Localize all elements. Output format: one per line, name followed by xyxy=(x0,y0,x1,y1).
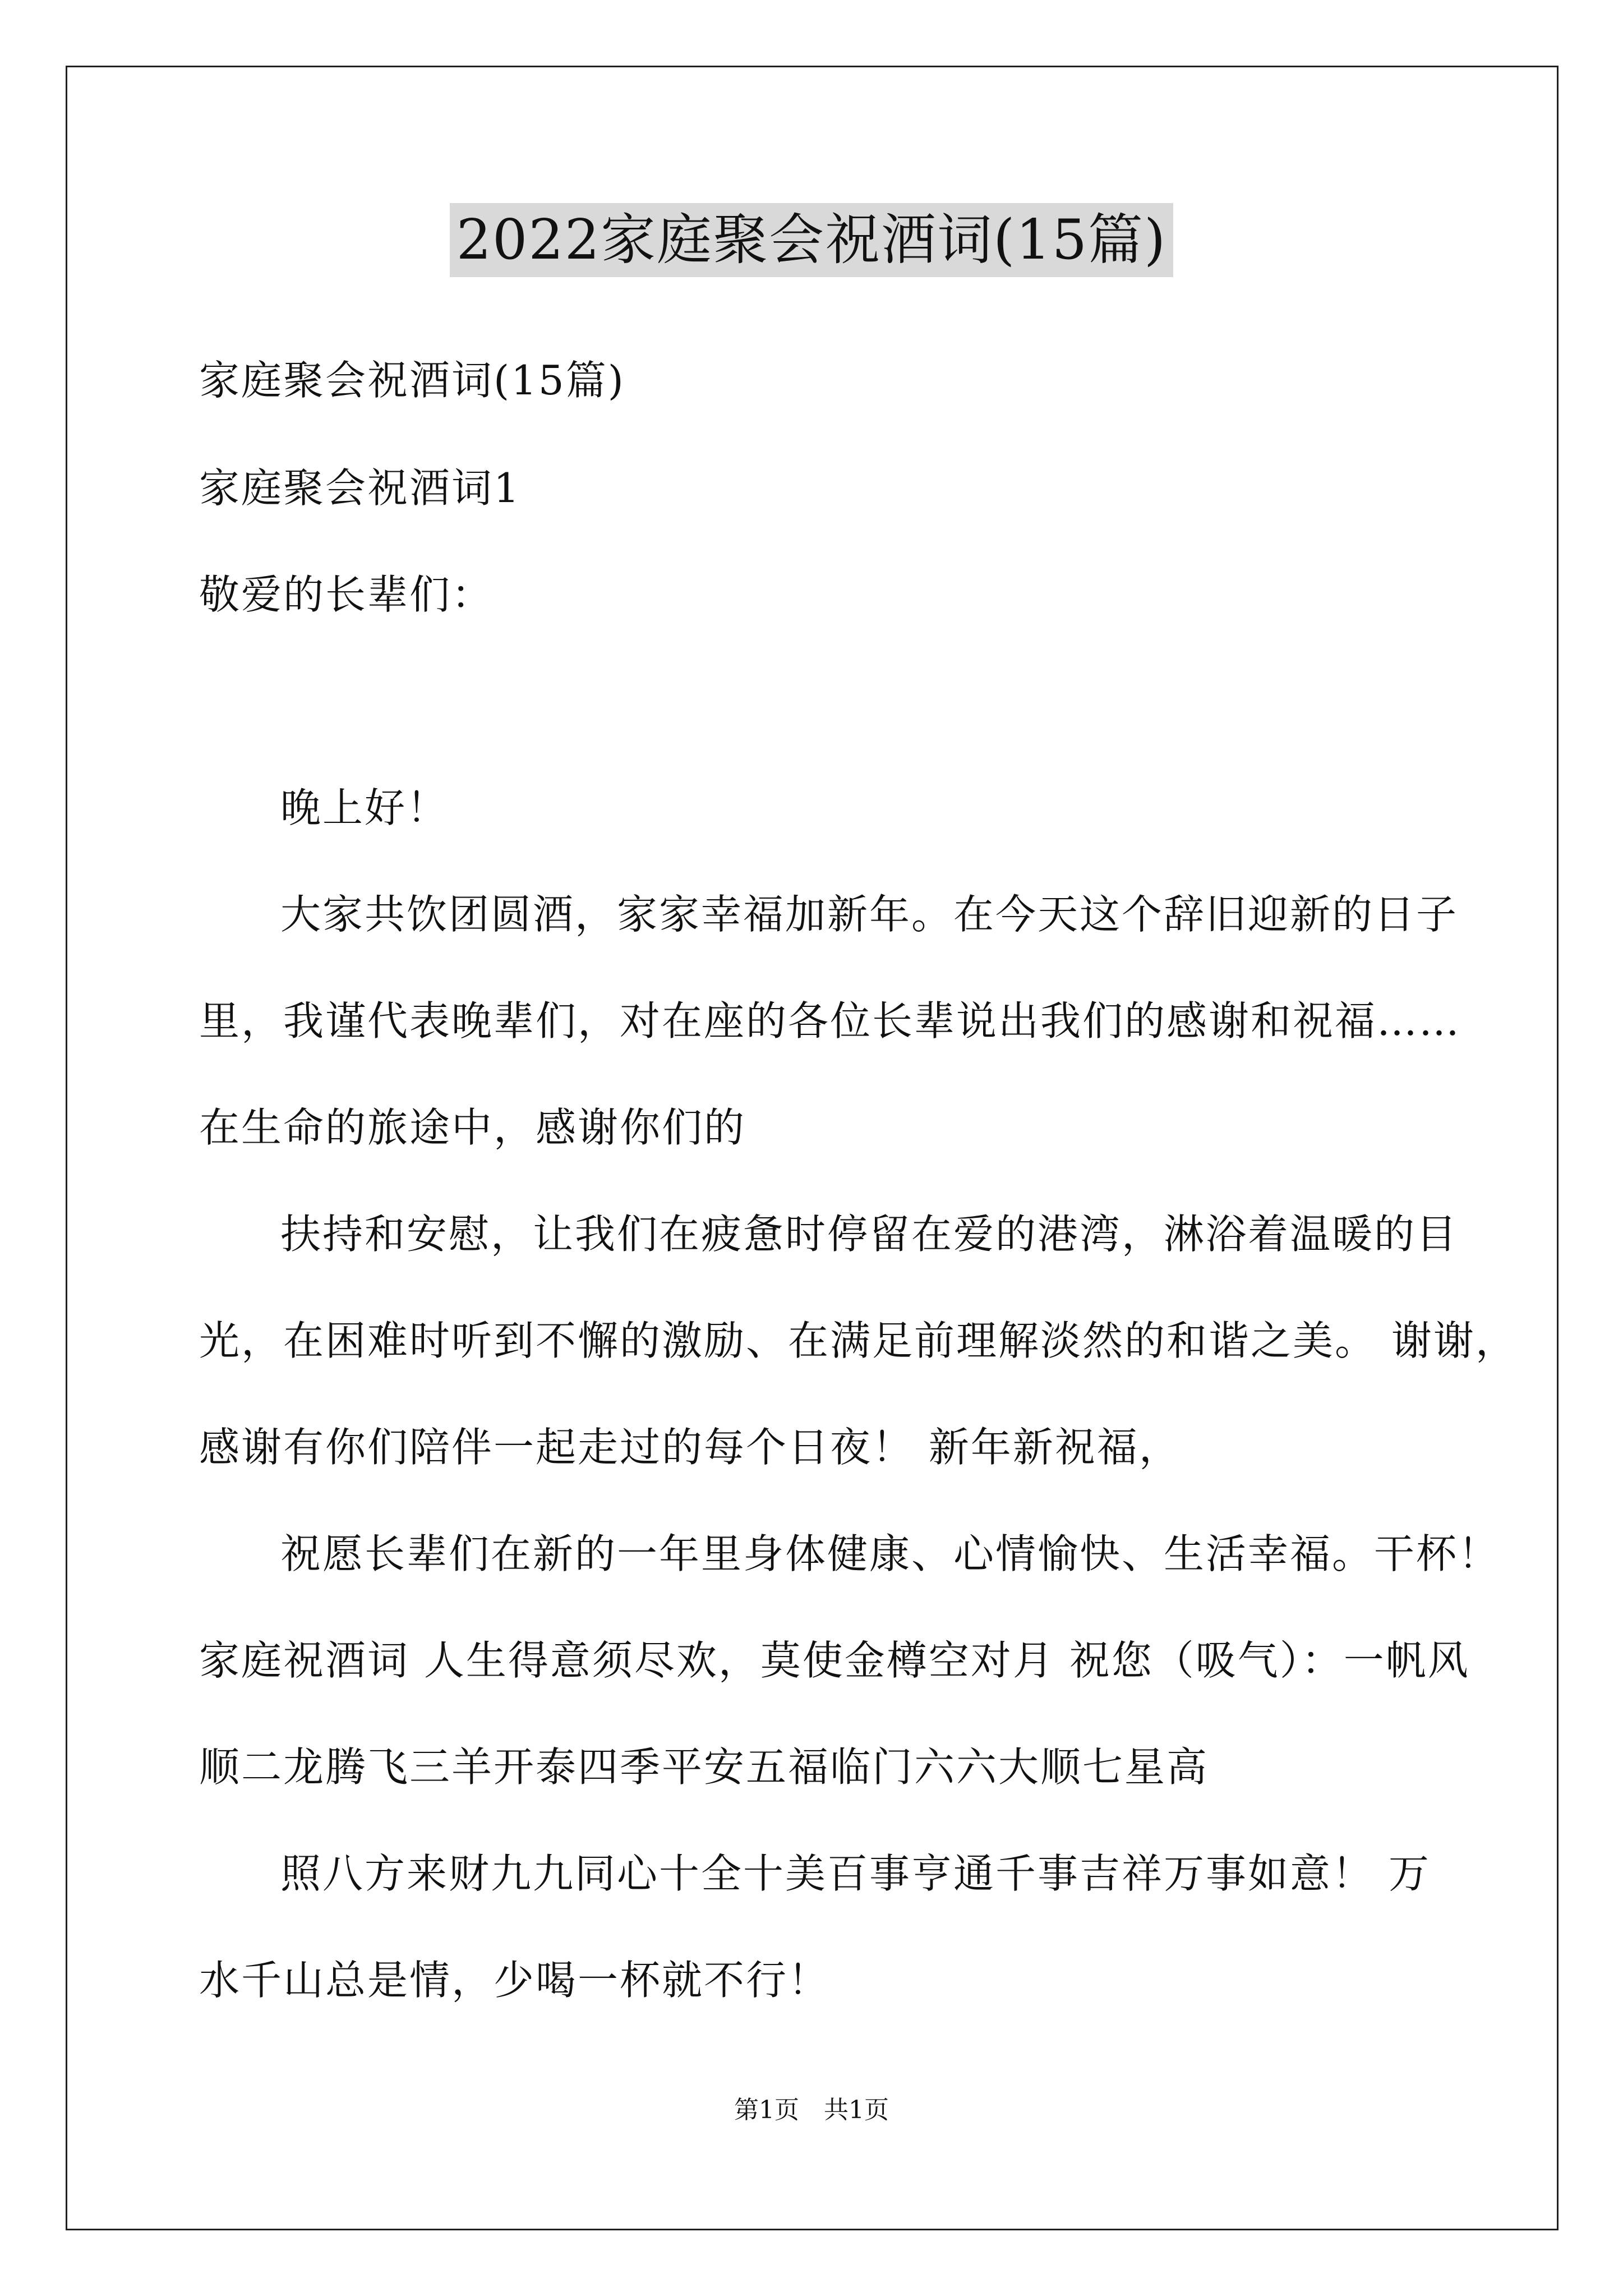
page-footer: 第1页 共1页 xyxy=(734,2096,889,2124)
paragraph-line-5: 扶持和安慰，让我们在疲惫时停留在爱的港湾，淋浴着温暖的目 xyxy=(280,1211,1459,1258)
paragraph-line-6: 光，在困难时听到不懈的激励、在满足前理解淡然的和谐之美。 谢谢， xyxy=(199,1317,1518,1364)
paragraph-line-2: 大家共饮团圆酒，家家幸福加新年。在今天这个辞旧迎新的日子 xyxy=(280,891,1459,938)
title-container xyxy=(0,203,1623,277)
salutation: 敬爱的长辈们： xyxy=(199,571,494,618)
document-title: 2022家庭聚会祝酒词(15篇) xyxy=(450,203,1174,277)
paragraph-line-12: 水千山总是情，少喝一杯就不行！ xyxy=(199,1957,831,2004)
subtitle: 家庭聚会祝酒词(15篇) xyxy=(199,357,625,404)
paragraph-line-7: 感谢有你们陪伴一起走过的每个日夜！ 新年新祝福， xyxy=(199,1424,1181,1471)
paragraph-line-9: 家庭祝酒词 人生得意须尽欢，莫使金樽空对月 祝您（吸气）：一帆风 xyxy=(199,1637,1470,1684)
paragraph-line-1: 晚上好！ xyxy=(280,784,449,831)
paragraph-line-3: 里，我谨代表晚辈们，对在座的各位长辈说出我们的感谢和祝福…… xyxy=(199,997,1461,1045)
paragraph-line-4: 在生命的旅途中，感谢你们的 xyxy=(199,1104,746,1151)
paragraph-line-11: 照八方来财九九同心十全十美百事亨通千事吉祥万事如意！ 万 xyxy=(280,1850,1431,1897)
section-heading: 家庭聚会祝酒词1 xyxy=(199,464,521,512)
paragraph-line-10: 顺二龙腾飞三羊开泰四季平安五福临门六六大顺七星高 xyxy=(199,1743,1209,1791)
paragraph-line-8: 祝愿长辈们在新的一年里身体健康、心情愉快、生活幸福。干杯！ xyxy=(280,1530,1501,1577)
